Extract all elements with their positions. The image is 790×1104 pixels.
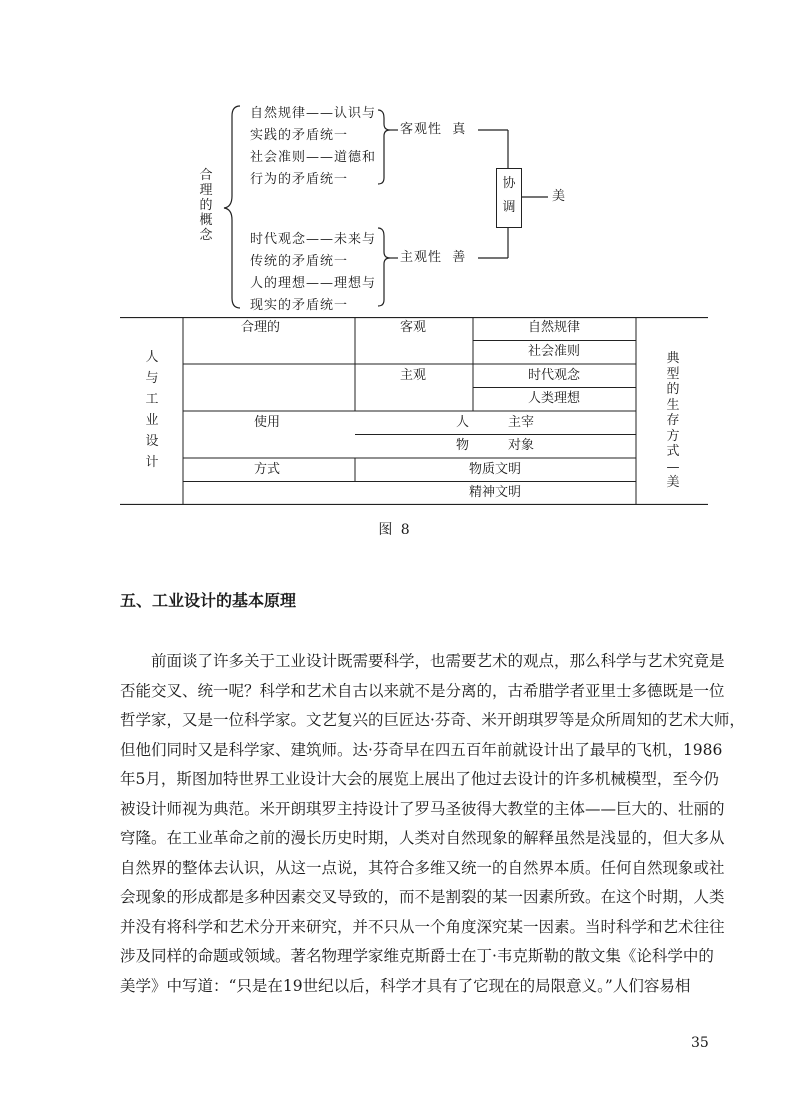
paragraph-line: 并没有将科学和艺术分开来研究，并不只从一个角度深究某一因素。当时科学和艺术往往 — [120, 917, 725, 936]
objective-truth-label: 客观性 真 — [400, 122, 467, 137]
diagram-item: 人的理想——理想与 — [250, 276, 377, 291]
paragraph-line: 被设计师视为典范。米开朗琪罗主持设计了罗马圣彼得大教堂的主体——巨大的、壮丽的 — [120, 799, 725, 818]
table-cell: 客观 — [400, 320, 427, 335]
table-cell: 人类理想 — [528, 391, 581, 406]
beauty-label: 美 — [552, 189, 567, 204]
diagram-item: 时代观念——未来与 — [250, 232, 377, 247]
paragraph-line: 涉及同样的命题或领域。著名物理学家维克斯爵士在丁·韦克斯勒的散文集《论科学中的 — [120, 947, 714, 965]
harmony-box: 协 调 — [496, 168, 522, 228]
subjective-good-label: 主观性 善 — [400, 250, 467, 265]
table-cell: 主宰 — [508, 415, 535, 430]
table-cell: 人 — [456, 415, 470, 430]
diagram-left-label: 合 理 的 概 念 — [199, 168, 213, 243]
table-cell: 方式 — [254, 462, 281, 477]
table-cell: 社会准则 — [528, 344, 581, 359]
diagram-item: 现实的矛盾统一 — [250, 298, 349, 313]
diagram-item: 传统的矛盾统一 — [250, 254, 349, 269]
paragraph-line: 但他们同时又是科学家、建筑师。达·芬奇早在四五百年前就设计出了最早的飞机，1986 — [120, 740, 723, 759]
table-cell: 时代观念 — [528, 368, 581, 383]
paragraph-line: 否能交叉、统一呢？科学和艺术自古以来就不是分离的，古希腊学者亚里士多德既是一位 — [120, 681, 725, 700]
paragraph-line: 自然界的整体去认识，从这一点说，其符合多维又统一的自然界本质。任何自然现象或社 — [120, 858, 725, 877]
diagram-item: 自然规律——认识与 — [250, 106, 377, 121]
paragraph-line: 哲学家，又是一位科学家。文艺复兴的巨匠达·芬奇、米开朗琪罗等是众所周知的艺术大师， — [120, 711, 745, 729]
paragraph-line: 美学》中写道：“只是在19世纪以后，科学才具有了它现在的局限意义。”人们容易相 — [120, 976, 691, 995]
table-cell: 物质文明 — [469, 462, 522, 477]
design-table — [120, 317, 708, 505]
diagram-lines — [0, 0, 790, 320]
diagram-item: 社会准则——道德和 — [250, 150, 377, 165]
table-lines — [120, 317, 708, 505]
table-cell: 主观 — [400, 368, 427, 383]
table-cell: 合理的 — [241, 320, 281, 335]
table-cell: 使用 — [254, 415, 281, 430]
diagram-item: 实践的矛盾统一 — [250, 128, 349, 143]
paragraph-line: 穹隆。在工业革命之前的漫长历史时期，人类对自然现象的解释虽然是浅显的，但大多从 — [120, 829, 725, 847]
table-right-label: 典 型 的 生 存 方 式 — 美 — [666, 351, 680, 490]
section-heading: 五、工业设计的基本原理 — [120, 591, 297, 610]
paragraph-line: 会现象的形成都是多种因素交叉导致的，而不是割裂的某一因素所致。在这个时期，人类 — [120, 888, 725, 906]
page-number: 35 — [691, 1035, 709, 1051]
table-cell: 自然规律 — [528, 320, 581, 335]
table-cell: 物 — [456, 438, 470, 453]
figure-caption: 图 8 — [378, 522, 412, 538]
diagram-item: 行为的矛盾统一 — [250, 172, 349, 187]
table-left-label: 人 与 工 业 设 计 — [145, 350, 159, 470]
table-cell: 对象 — [508, 438, 535, 453]
table-cell: 精神文明 — [469, 485, 522, 500]
paragraph-line: 年5月，斯图加特世界工业设计大会的展览上展出了他过去设计的许多机械模型，至今仍 — [120, 770, 719, 788]
paragraph-line: 前面谈了许多关于工业设计既需要科学，也需要艺术的观点，那么科学与艺术究竟是 — [120, 652, 725, 670]
body-paragraph — [120, 647, 745, 1001]
